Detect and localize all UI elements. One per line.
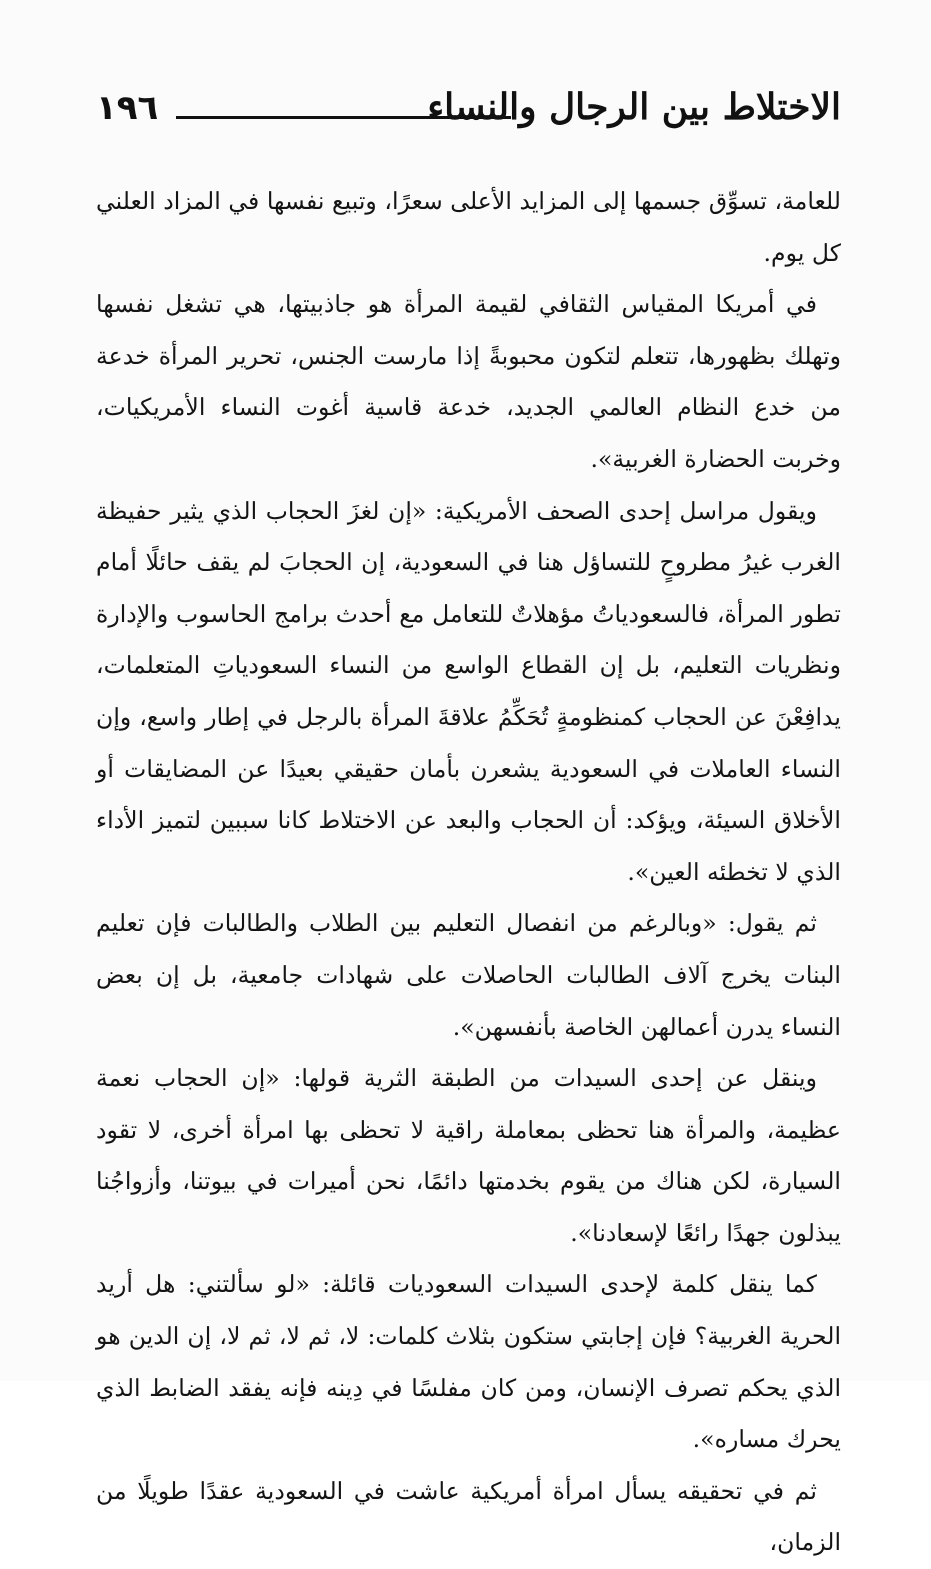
paragraph: كما ينقل كلمة لإحدى السيدات السعوديات قائلة: «لو سألتني: هل أريد الحرية الغربية؟ فإن إجابتي ستكون بثلاث كلمات: لا، ثم لا، ثم لا، إن الدين هو الذي يحكم تصرف الإنسان، ومن كان مفلسًا في دِينه فإنه يفقد الضابط الذي يحرك مساره». bbox=[96, 1270, 841, 1454]
paragraph: وينقل عن إحدى السيدات من الطبقة الثرية قولها: «إن الحجاب نعمة عظيمة، والمرأة هنا تحظى بمعاملة راقية لا تحظى بها امرأة أخرى، لا تقود السيارة، لكن هناك من يقوم بخدمتها دائمًا، نحن أميرات في بيوتنا، وأزواجُنا يبذلون جهدًا رائعًا لإسعادنا». bbox=[96, 1064, 841, 1247]
running-header bbox=[96, 82, 841, 142]
body-text bbox=[96, 176, 841, 1569]
paragraph: ثم في تحقيقه يسأل امرأة أمريكية عاشت في السعودية عقدًا طويلًا من الزمان، bbox=[96, 1476, 841, 1557]
paragraph: في أمريكا المقياس الثقافي لقيمة المرأة هو جاذبيتها، هي تشغل نفسها وتهلك بظهورها، تتعلم لتكون محبوبةً إذا مارست الجنس، تحرير المرأة خدعة من خدع النظام العالمي الجديد، خدعة قاسية أغوت النساء الأمريكيات، وخربت الحضارة الغربية». bbox=[96, 290, 841, 473]
page-number: ١٩٦ bbox=[96, 88, 159, 128]
running-title: الاختلاط بين الرجال والنساء bbox=[427, 86, 841, 128]
paragraph: ثم يقول: «وبالرغم من انفصال التعليم بين الطلاب والطالبات فإن تعليم البنات يخرج آلاف الطالبات الحاصلات على شهادات جامعية، بل إن بعض النساء يدرن أعمالهن الخاصة بأنفسهن». bbox=[96, 909, 841, 1041]
header-rule bbox=[176, 116, 511, 119]
paragraph-continuation: للعامة، تسوِّق جسمها إلى المزايد الأعلى سعرًا، وتبيع نفسها في المزاد العلني كل يوم. bbox=[96, 187, 841, 267]
paragraph: ويقول مراسل إحدى الصحف الأمريكية: «إن لغزَ الحجاب الذي يثير حفيظة الغرب غيرُ مطروحٍ للتساؤل هنا في السعودية، إن الحجابَ لم يقف حائلًا أمام تطور المرأة، فالسعودياتُ مؤهلاتٌ للتعامل مع أحدث برامج الحاسوب والإدارة ونظريات التعليم، بل إن القطاع الواسع من النساء السعودياتِ المتعلمات، يدافِعْنَ عن الحجاب كمنظومةٍ تُحَكِّمُ علاقةَ المرأة بالرجل في إطار واسع، وإن النساء العاملات في السعودية يشعرن بأمان حقيقي بعيدًا عن المضايقات أو الأخلاق السيئة، ويؤكد: أن الحجاب والبعد عن الاختلاط كانا سببين لتميز الأداء الذي لا تخطئه العين». bbox=[96, 496, 841, 886]
